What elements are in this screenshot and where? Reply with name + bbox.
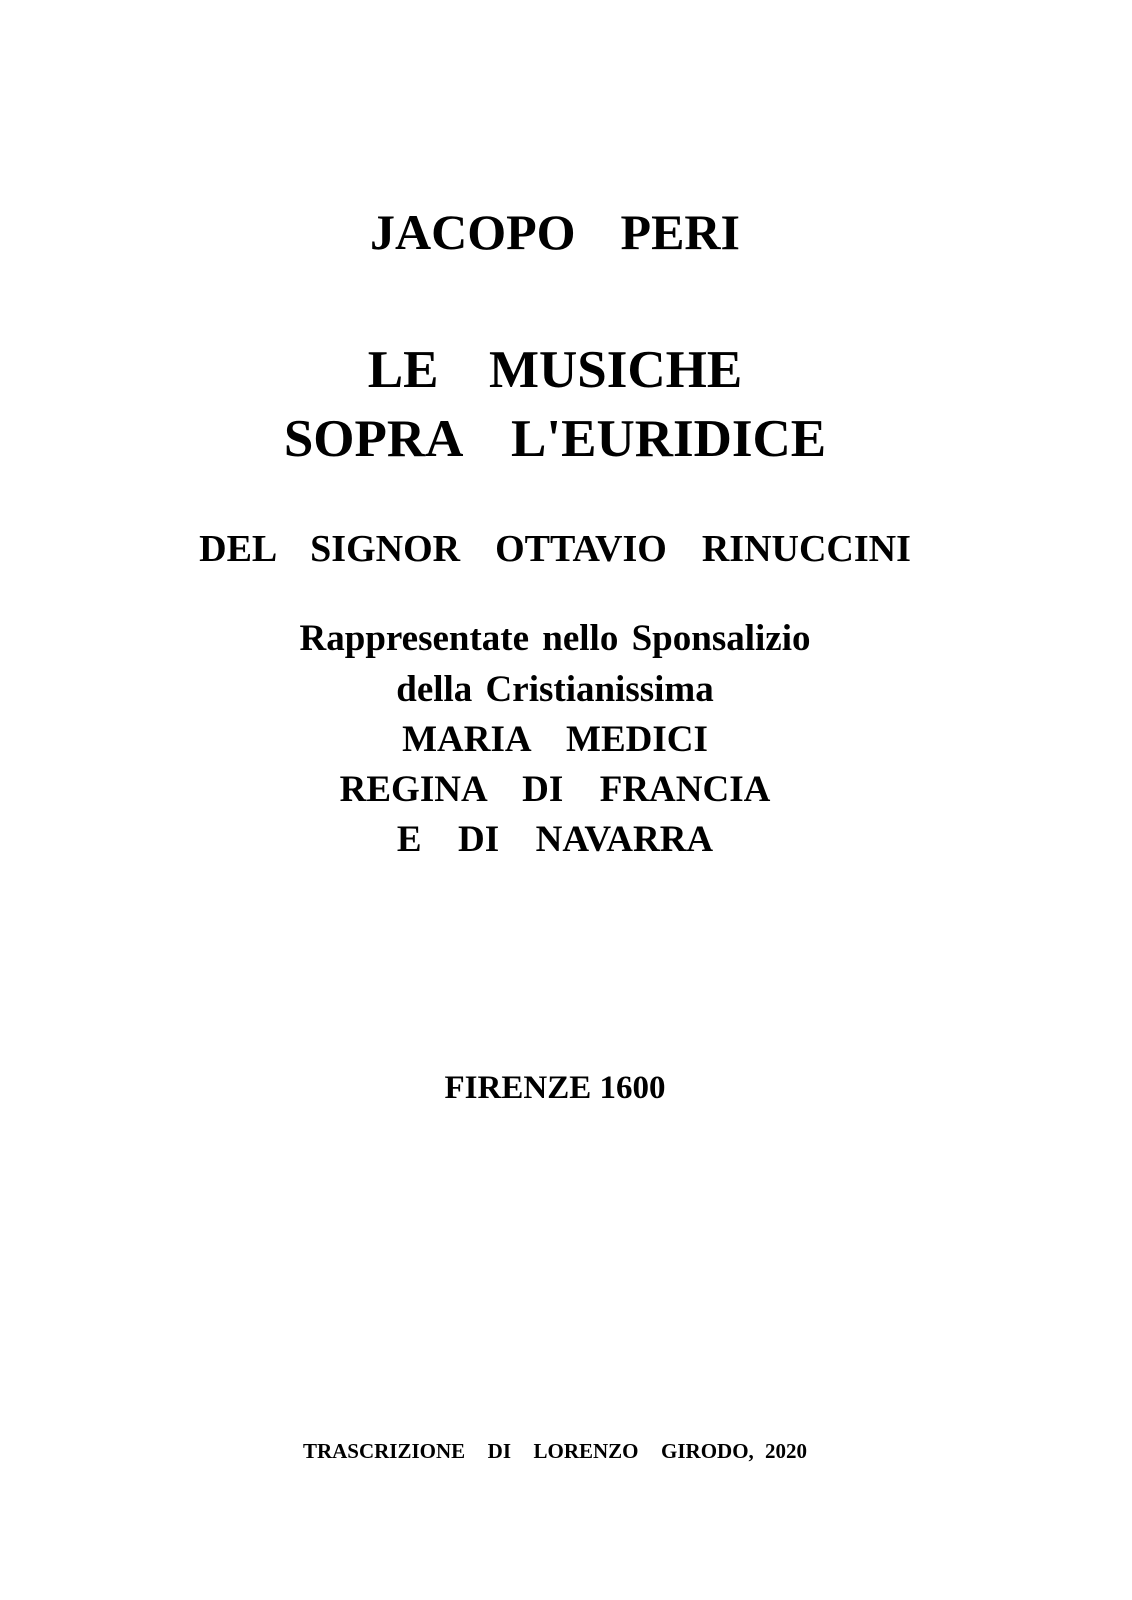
occasion-line-3: MARIA MEDICI <box>402 719 708 760</box>
place-and-date: FIRENZE 1600 <box>444 1070 666 1106</box>
occasion-line-4: REGINA DI FRANCIA <box>339 769 771 810</box>
occasion-line-2: della Cristianissima <box>396 669 714 710</box>
occasion-line-5: E DI NAVARRA <box>396 819 714 860</box>
librettist-line: DEL SIGNOR OTTAVIO RINUCCINI <box>199 528 911 570</box>
occasion-line-1: Rappresentate nello Sponsalizio <box>299 618 811 659</box>
composer-name: JACOPO PERI <box>370 204 740 260</box>
transcription-credit: TRASCRIZIONE DI LORENZO GIRODO, 2020 <box>302 1439 808 1463</box>
work-title-line-2: SOPRA L'EURIDICE <box>283 410 827 468</box>
work-title-line-1: LE MUSICHE <box>367 341 743 399</box>
